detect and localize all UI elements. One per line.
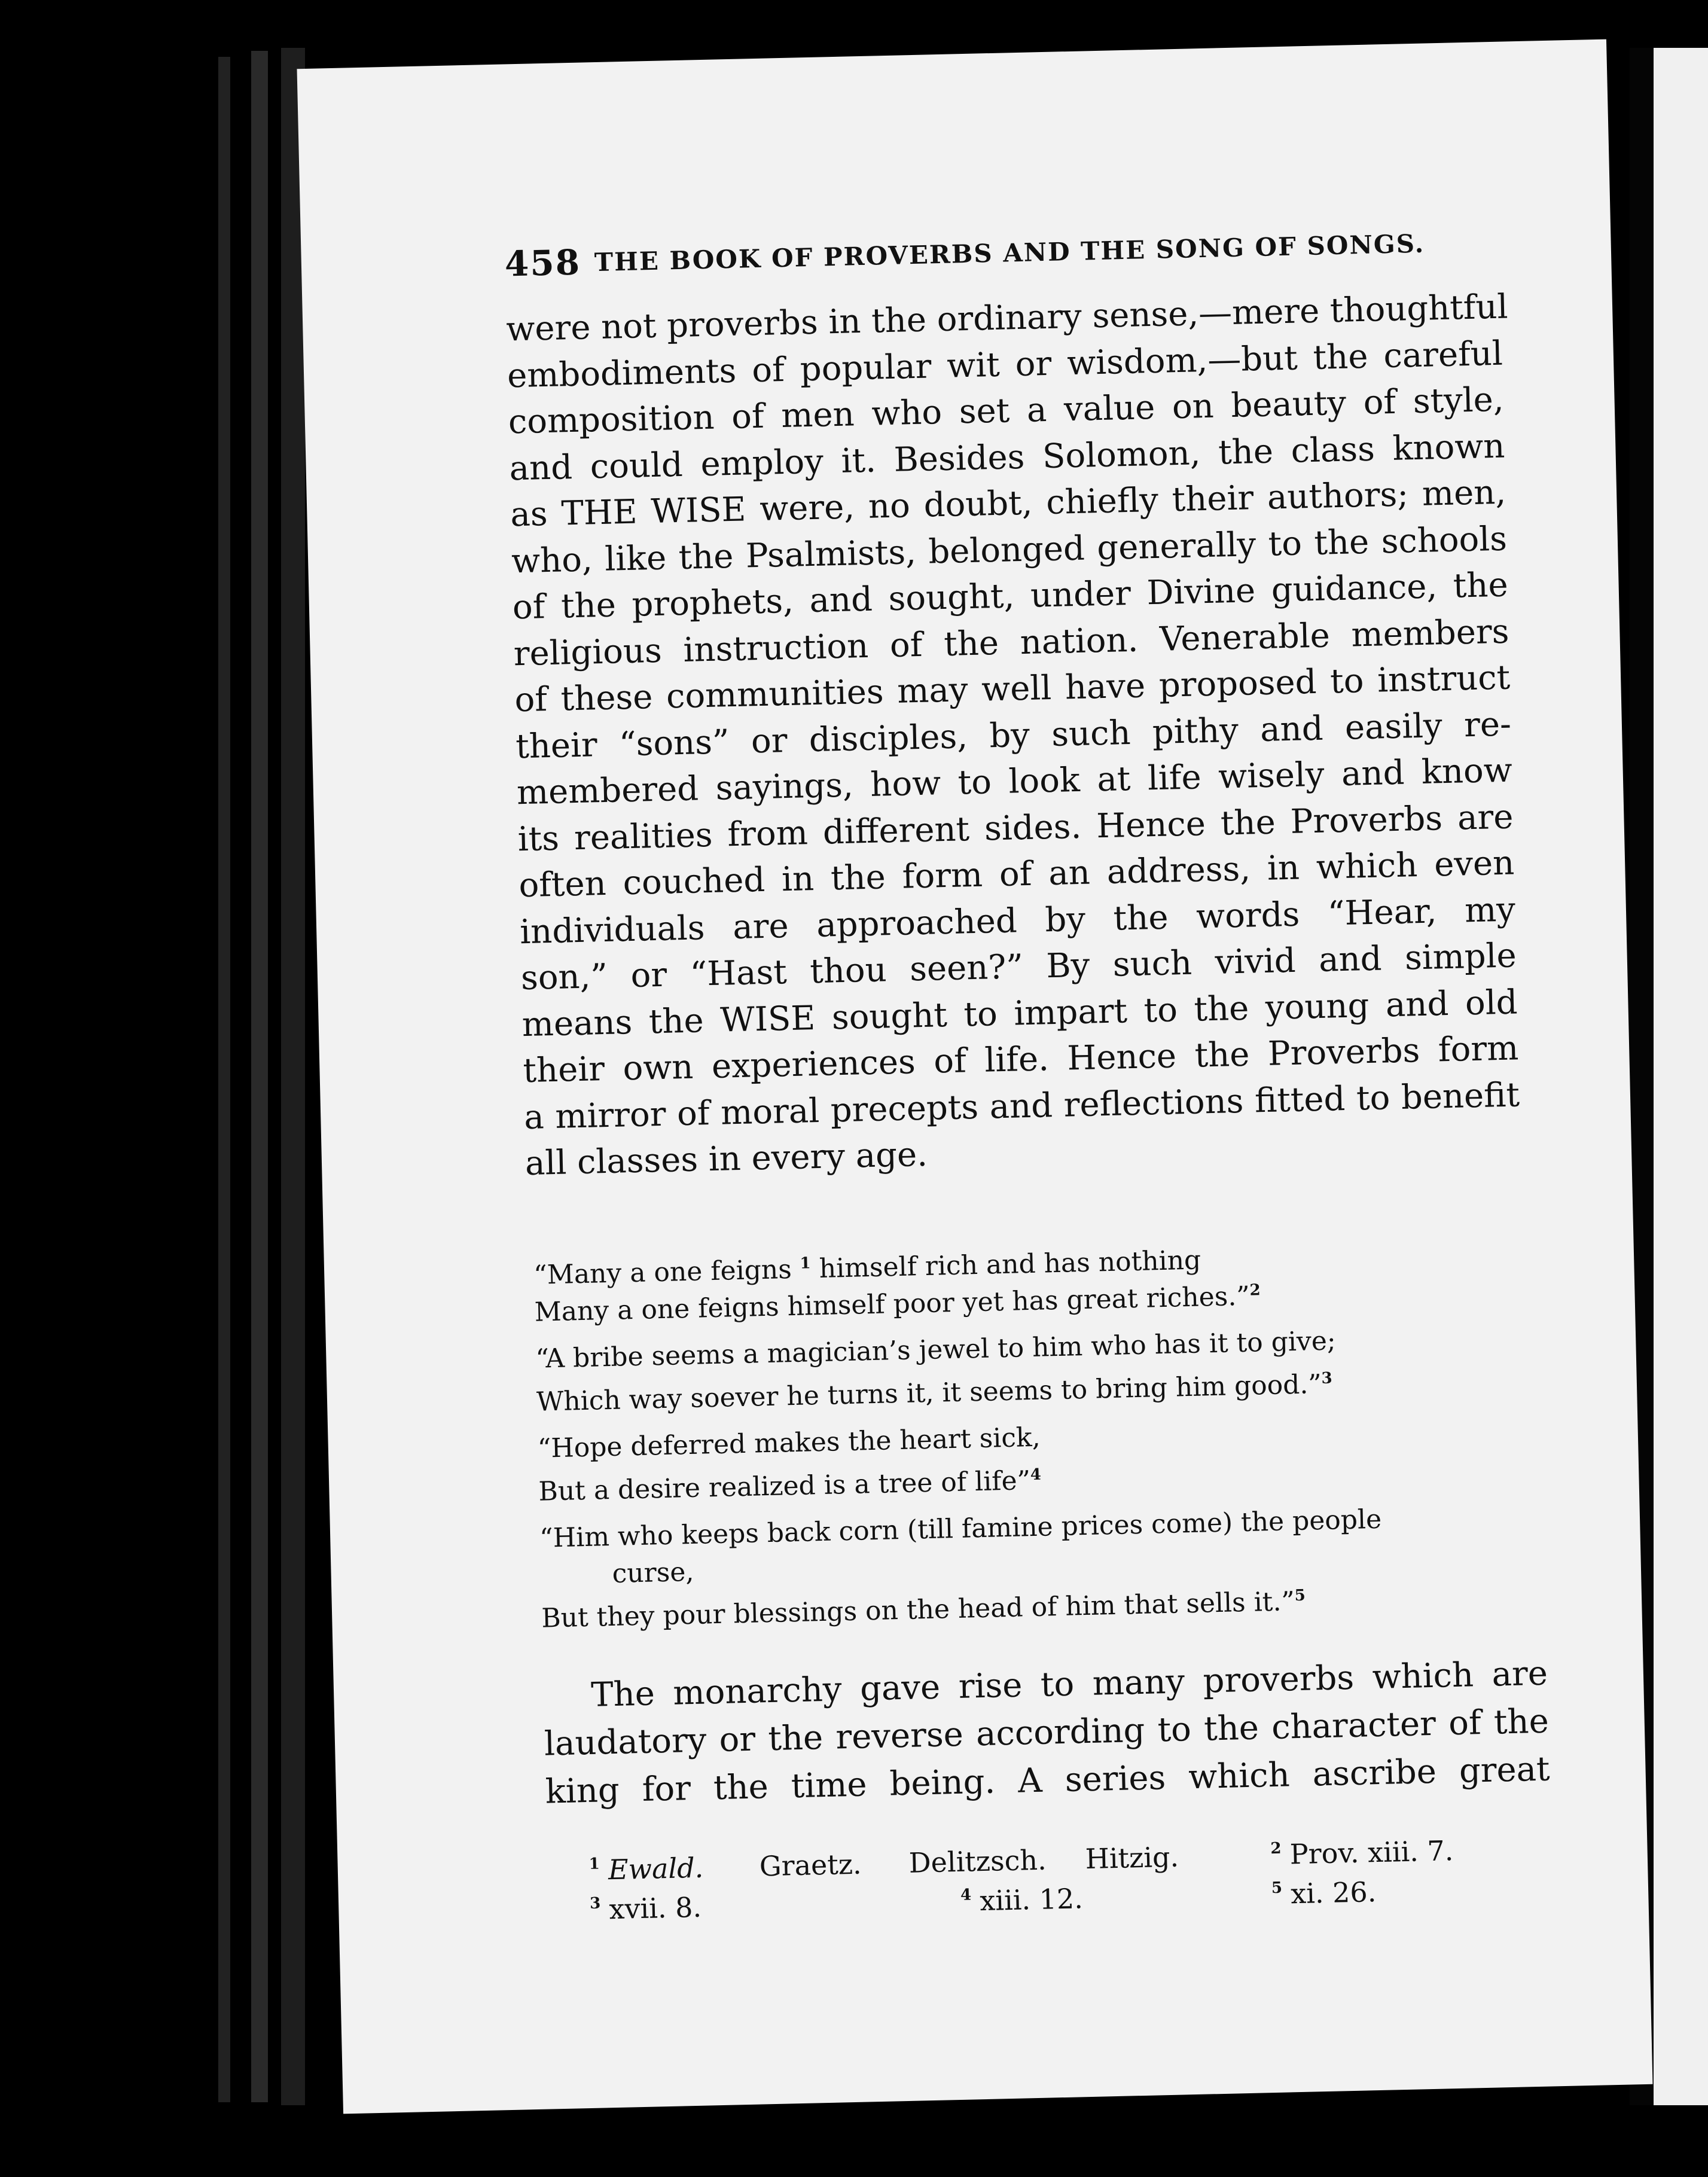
quote-line: curse, [612,1556,694,1589]
text-line: composition of men who set a value on beauty of style, [508,380,1505,442]
book-page [297,39,1652,2114]
text-line: their own experiences of life. Hence the Proverbs form [522,1029,1519,1091]
footnote-1-d: Hitzig. [1085,1840,1179,1876]
text-line: and could employ it. Besides Solomon, the class known [508,426,1506,488]
text-line: who, like the Psalmists, belonged generally to the schools [511,519,1508,581]
proverb-quote-2 [535,1318,1541,1415]
text-line: religious instruction of the nation. Venerable members [513,612,1510,673]
proverb-quote-1 [533,1228,1539,1328]
footnotes [588,1833,1547,1933]
paragraph-2 [542,1650,1550,1816]
facing-page-sliver [1651,48,1708,2105]
text-line: king for the time being. A series which ascribe great [545,1749,1551,1812]
text-line: were not proverbs in the ordinary sense,—mere thoughtful [505,287,1509,349]
text-line: embodiments of popular wit or wisdom,—but the careful [507,334,1503,395]
binding-edge-3 [281,48,305,2105]
quote-line: “Him who keeps back corn (till famine prices come) the people [539,1504,1382,1554]
footnote-4: $^4$ xiii. 12. [960,1882,1084,1917]
footnote-3: $^3$ xvii. 8. [589,1891,702,1926]
text-line: laudatory or the reverse according to the character of the [544,1702,1550,1764]
binding-edge-2 [251,51,268,2102]
quote-line: Many a one feigns himself poor yet has great riches.”$^2$ [534,1280,1261,1328]
footnote-marker: 5 [1294,1586,1306,1605]
text-line: individuals are approached by the words “Hear, my [519,889,1516,952]
binding-edge-1 [218,57,230,2102]
text-line: of the prophets, and sought, under Divine guidance, the [512,565,1509,627]
footnote-1-b: Graetz. [759,1847,862,1883]
text-line: The monarchy gave rise to many proverbs which are [590,1654,1548,1715]
running-header [504,222,1438,291]
proverb-quotations [533,1228,1547,1647]
footnote-5: $^5$ xi. 26. [1271,1876,1377,1910]
text-line: membered sayings, how to look at life wisely and know [516,751,1513,813]
paragraph-1 [506,284,1521,1187]
text-line: its realities from different sides. Hence the Proverbs are [517,797,1514,859]
running-title: THE BOOK OF PROVERBS AND THE SONG OF SONGS. [594,228,1425,278]
quote-line: “Many a one feigns $^1$ himself rich and has nothing [533,1245,1201,1291]
quote-line: “Hope deferred makes the heart sick, [537,1422,1041,1464]
quote-line: “A bribe seems a magician’s jewel to him who has it to give; [535,1325,1337,1374]
page-number: 458 [504,242,581,285]
proverb-quote-3 [537,1408,1543,1505]
text-line: their “sons” or disciples, by such pithy and easily re- [515,705,1512,766]
footnote-marker: 1 [800,1254,811,1273]
text-line: often couched in the form of an address, in which even [518,843,1515,905]
footnote-2: $^2$ Prov. xiii. 7. [1270,1834,1454,1871]
quote-line: But a desire realized is a tree of life”$^4$ [538,1465,1042,1507]
text-line: a mirror of moral precepts and reflections fitted to benefit [523,1075,1520,1137]
quote-line: Which way soever he turns it, it seems to bring him good.”$^3$ [536,1368,1332,1417]
footnote-marker: 4 [1030,1465,1042,1484]
text-line: of these communities may well have proposed to instruct [514,658,1511,720]
footnote-marker: 2 [1249,1281,1261,1300]
text-line: as THE WISE were, no doubt, chiefly their authors; men, [510,472,1506,535]
proverb-quote-4 [539,1498,1547,1632]
footnote-1: $^1$ Ewald. [588,1851,704,1886]
quote-line: But they pour blessings on the head of him that sells it.”$^5$ [541,1586,1306,1634]
text-line: son,” or “Hast thou seen?” By such vivid and simple [520,936,1517,998]
text-line: all classes in every age. [524,1135,928,1184]
footnote-1-c: Delitzsch. [908,1843,1047,1879]
footnote-marker: 3 [1321,1369,1332,1388]
text-line: means the WISE sought to impart to the young and old [521,982,1518,1044]
